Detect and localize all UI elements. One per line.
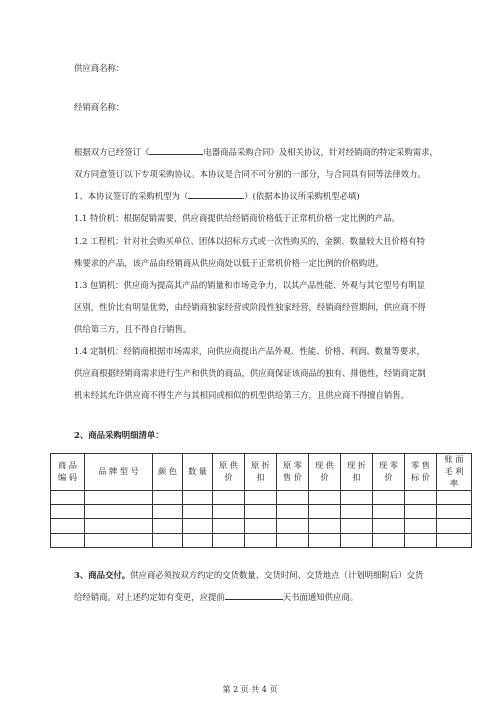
table-header-text: 价 [384,471,393,482]
table-cell [85,505,153,519]
table-header-cell [183,454,213,491]
table-cell [183,519,213,533]
item-1-4-line-2: 供应商根据经销商需求进行生产和供货的商品，供应商保证该商品的独有、排他性，经销商定制 [74,368,426,378]
table-cell [437,505,472,519]
table-header-text: 价 [320,471,329,482]
table-header-text: 价 [224,471,233,482]
table-cell [309,490,341,504]
table-header-cell [213,454,245,491]
table-header-text: 扣 [256,471,265,482]
table-cell [277,519,309,533]
section3-line-1 [74,571,423,580]
table-header-text: 售 价 [283,471,302,482]
section3-title: 3、商品交付。 [74,570,131,580]
table-body [51,490,472,547]
table-header-cell [153,454,183,491]
table-header-cell [373,454,405,491]
table-header-text: 零 售 [411,459,430,470]
section3-line2-prefix: 给经销商。对上述约定如有变更，应提前 [74,592,225,602]
table-cell [85,490,153,504]
section3-line-2 [74,593,358,602]
table-header-text: 现 零 [379,459,398,470]
table-cell [85,533,153,547]
table-cell [405,490,437,504]
table-cell [85,519,153,533]
table-row [51,533,472,547]
table-cell [437,519,472,533]
table-cell [309,533,341,547]
page-number: 第 2 页 共 4 页 [222,685,278,694]
model-type-blank [188,198,244,199]
item-1-3-line-3: 供给第三方，且不得自行销售。 [74,324,192,334]
item-1-4-line-1: 1.4 定制机：经销商根据市场需求，向供应商提出产品外观、性能、价格、利润、数量等要求， [74,346,425,356]
table-header-text: 账 面 [444,454,464,464]
item-1-2-line-2: 殊要求的产品，该产品由经销商从供应商处以低于正常机价格一定比例的价格购进。 [74,258,384,268]
table-cell [405,519,437,533]
item-1-2-line-1: 1.2 工程机：针对社会购买单位、团体以招标方式或一次性购买的，金额、数量较大且价格有特 [74,236,425,246]
table-cell [245,505,277,519]
table-header-text: 标 价 [411,471,430,482]
table-header-text: 商 品 [58,459,77,470]
table-cell [277,490,309,504]
table-row [51,505,472,519]
table-cell [153,490,183,504]
table-header-cell [51,454,85,491]
section3-line2-suffix: 天书面通知供应商。 [282,592,359,602]
table-cell [341,519,373,533]
section3-text: 供应商必须按双方约定的交货数量、交货时间、交货地点（计划明细附后）交货 [130,570,424,580]
table-cell [373,519,405,533]
supplier-name-label: 供应商名称： [74,63,125,73]
table-header-cell [85,454,153,491]
table-header-row [51,454,472,491]
table-cell [213,490,245,504]
intro-line-2: 双方同意签订以下专项采购协议。本协议是合同不可分割的一部分，与合同具有同等法律效力。 [74,169,426,179]
table-cell [245,533,277,547]
table-header-cell [245,454,277,491]
table-cell [245,519,277,533]
table-cell [309,505,341,519]
table-cell [373,490,405,504]
notice-days-blank [225,599,283,600]
item-1-4-line-3: 机未经其允许供应商不得生产与其相同或相似的机型供给第三方，且供应商不得擅自销售。 [74,390,409,400]
section1-title-prefix: 1、本协议签订的采购机型为（ [74,191,189,201]
table-cell [437,490,472,504]
table-cell [213,533,245,547]
table-cell [51,505,85,519]
table-header-text: 数 量 [188,465,207,476]
table-cell [405,533,437,547]
table-cell [341,505,373,519]
purchase-detail-table [50,453,472,548]
table-header-text: 原 供 [219,459,238,470]
table-cell [51,490,85,504]
intro-suffix: 电器商品采购合同》及相关协议，针对经销商的特定采购需求， [203,147,438,157]
dealer-name-label: 经销商名称： [74,102,125,112]
table-header-text: 率 [449,477,459,488]
table-cell [277,505,309,519]
table-header-text: 原 折 [251,459,270,470]
table-cell [373,505,405,519]
table-header-text: 现 供 [315,459,334,470]
table-cell [277,533,309,547]
intro-prefix: 根据双方已经签订《 [74,147,150,157]
item-1-3-line-1: 1.3 包销机：供应商为提高其产品的销量和市场竞争力，以其产品性能、外观与其它型号有明显 [74,280,425,290]
section1-title [74,192,360,201]
table-cell [341,490,373,504]
contract-name-blank [149,154,203,155]
table-header-cell [405,454,437,491]
item-1-3-line-2: 区别，性价比有明显优势，由经销商独家经营或阶段性独家经营，经销商经营期间，供应商不得 [74,302,426,312]
table-cell [183,490,213,504]
table-cell [373,533,405,547]
table-header-cell [309,454,341,491]
table-header-text: 扣 [352,471,361,482]
table-cell [183,505,213,519]
table-cell [213,519,245,533]
table-cell [213,505,245,519]
table-row [51,519,472,533]
table-cell [153,533,183,547]
table-header-text: 原 零 [283,459,302,470]
table-row [51,490,472,504]
table-header-text: 颜 色 [158,465,177,476]
section2-title: 2、商品采购明细清单： [74,430,164,440]
table-header-text: 现 折 [347,459,366,470]
table-header-cell [277,454,309,491]
table-cell [153,505,183,519]
table-cell [183,533,213,547]
table-cell [309,519,341,533]
section1-title-suffix: ）(依据本协议所采购机型必填) [244,191,360,201]
table-header-text: 编 码 [58,471,77,482]
item-1-1: 1.1 特价机：根据促销需要，供应商提供给经销商价格低于正常机价格一定比例的产品。 [74,213,400,223]
table-header-cell [437,454,472,491]
table-cell [341,533,373,547]
intro-line-1 [74,148,438,157]
table-header-text: 品 牌 型 号 [98,465,139,476]
table-header-text: 毛 利 [444,465,464,476]
table-cell [51,519,85,533]
table-cell [153,519,183,533]
table-header-cell [341,454,373,491]
table-cell [245,490,277,504]
table-cell [437,533,472,547]
table-cell [405,505,437,519]
table-cell [51,533,85,547]
